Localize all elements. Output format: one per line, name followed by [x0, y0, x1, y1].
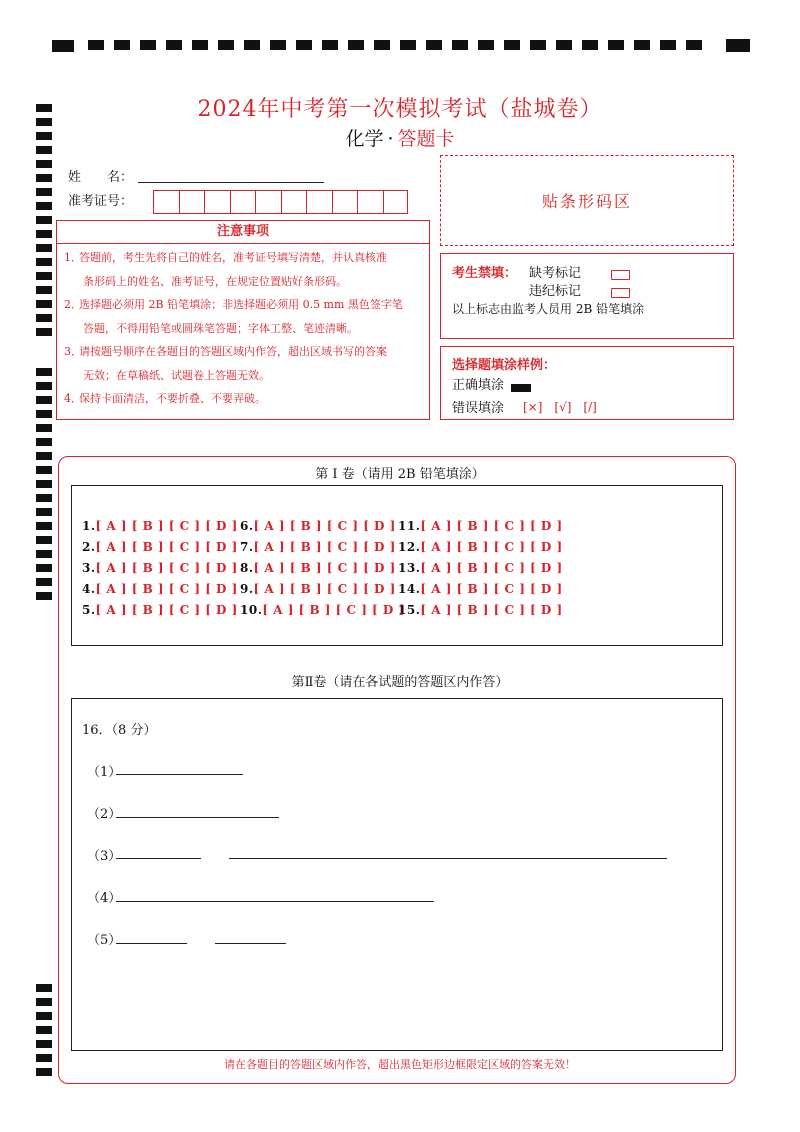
- part1-title: 第 I 卷（请用 2B 铅笔填涂）: [315, 467, 485, 482]
- choice-row[interactable]: 3.[ A ] [ B ] [ C ] [ D ]: [82, 561, 238, 575]
- correct-fill-sample: [511, 377, 531, 396]
- exam-id-cell[interactable]: [230, 190, 256, 214]
- choice-row[interactable]: 9.[ A ] [ B ] [ C ] [ D ]: [240, 582, 396, 596]
- absent-label: 缺考标记: [529, 266, 582, 281]
- notice-box: [56, 220, 430, 420]
- choice-row[interactable]: 5.[ A ] [ B ] [ C ] [ D ]: [82, 603, 238, 617]
- exam-id-cell[interactable]: [306, 190, 332, 214]
- exam-id-cell[interactable]: [383, 190, 409, 214]
- sub-answer-label: （2）: [87, 807, 122, 822]
- answer-line[interactable]: [116, 857, 201, 859]
- exam-id-cell[interactable]: [332, 190, 358, 214]
- notice-heading: 注意事项: [57, 221, 429, 244]
- choice-row[interactable]: 14.[ A ] [ B ] [ C ] [ D ]: [398, 582, 563, 596]
- subject: 化学: [345, 128, 384, 150]
- choice-row[interactable]: 10.[ A ] [ B ] [ C ] [ D ]: [240, 603, 405, 617]
- fill-sample-label: 选择题填涂样例：: [452, 358, 557, 373]
- sub-answer-label: （3）: [87, 849, 122, 864]
- exam-id-label: 准考证号：: [68, 194, 134, 209]
- answer-line[interactable]: [229, 857, 667, 859]
- violation-label: 违纪标记: [529, 284, 582, 299]
- card-name: 答题卡: [397, 128, 455, 150]
- choice-row[interactable]: 12.[ A ] [ B ] [ C ] [ D ]: [398, 540, 563, 554]
- choice-row[interactable]: 15.[ A ] [ B ] [ C ] [ D ]: [398, 603, 563, 617]
- notice-item: 2．选择题必须用 2B 铅笔填涂；非选择题必须用 0.5 mm 黑色签字笔 答题，不得用铅笔或圆珠笔答题；字体工整、笔迹清晰。: [64, 298, 403, 335]
- exam-id-cell[interactable]: [357, 190, 383, 214]
- barcode-area: 贴条形码区: [440, 155, 734, 246]
- exam-id-cell[interactable]: [204, 190, 230, 214]
- answer-line[interactable]: [116, 942, 187, 944]
- notice-item: 4．保持卡面清洁，不要折叠、不要弄破。: [64, 392, 266, 405]
- choice-row[interactable]: 2.[ A ] [ B ] [ C ] [ D ]: [82, 540, 238, 554]
- answer-line[interactable]: [116, 773, 243, 775]
- sub-answer-label: （1）: [87, 765, 122, 780]
- question-16-label: 16．（8 分）: [82, 723, 157, 738]
- notice-item: 1．答题前，考生先将自己的姓名，准考证号填写清楚，并认真核准 条形码上的姓名、准考证号，在规定位置贴好条形码。: [64, 251, 387, 288]
- footer-warning: 请在各题目的答题区域内作答，超出黑色矩形边框限定区域的答案无效！: [224, 1058, 576, 1071]
- subtitle: [0, 124, 800, 151]
- answer-box-16: [71, 698, 723, 1051]
- answer-line[interactable]: [116, 816, 279, 818]
- sub-answer-label: （4）: [87, 891, 122, 906]
- discipline-label: 考生禁填：: [452, 266, 518, 281]
- absent-mark[interactable]: [611, 264, 630, 283]
- exam-id-cell[interactable]: [255, 190, 281, 214]
- notice-item: 3．请按题号顺序在各题目的答题区域内作答，超出区域书写的答案 无效；在草稿纸、试题卷上答题无效。: [64, 345, 387, 382]
- sub-answer-label: （5）: [87, 933, 122, 948]
- exam-id-cell[interactable]: [153, 190, 179, 214]
- discipline-box: [440, 253, 734, 339]
- fill-sample-box: [440, 346, 734, 420]
- exam-id-boxes[interactable]: [153, 190, 408, 214]
- choice-row[interactable]: 8.[ A ] [ B ] [ C ] [ D ]: [240, 561, 396, 575]
- wrong-fill-label: 错误填涂: [452, 401, 505, 416]
- violation-mark[interactable]: [611, 282, 630, 301]
- choice-row[interactable]: 7.[ A ] [ B ] [ C ] [ D ]: [240, 540, 396, 554]
- answer-line[interactable]: [116, 900, 434, 902]
- part2-title: 第Ⅱ卷（请在各试题的答题区内作答）: [291, 675, 509, 690]
- choice-row[interactable]: 6.[ A ] [ B ] [ C ] [ D ]: [240, 519, 396, 533]
- name-label: 姓 名：: [68, 170, 134, 185]
- subject-separator: ·: [387, 128, 394, 150]
- choice-row[interactable]: 4.[ A ] [ B ] [ C ] [ D ]: [82, 582, 238, 596]
- choice-row[interactable]: 1.[ A ] [ B ] [ C ] [ D ]: [82, 519, 238, 533]
- correct-fill-label: 正确填涂: [452, 378, 505, 393]
- answer-line[interactable]: [215, 942, 286, 944]
- choice-row[interactable]: 11.[ A ] [ B ] [ C ] [ D ]: [398, 519, 563, 533]
- exam-title: 2024年中考第一次模拟考试（盐城卷）: [197, 97, 603, 122]
- wrong-fill-samples: [×] [√] [/]: [523, 400, 597, 414]
- exam-id-cell[interactable]: [179, 190, 205, 214]
- choice-row[interactable]: 13.[ A ] [ B ] [ C ] [ D ]: [398, 561, 563, 575]
- name-field[interactable]: [138, 181, 324, 183]
- exam-id-cell[interactable]: [281, 190, 307, 214]
- discipline-note: 以上标志由监考人员用 2B 铅笔填涂: [452, 302, 645, 316]
